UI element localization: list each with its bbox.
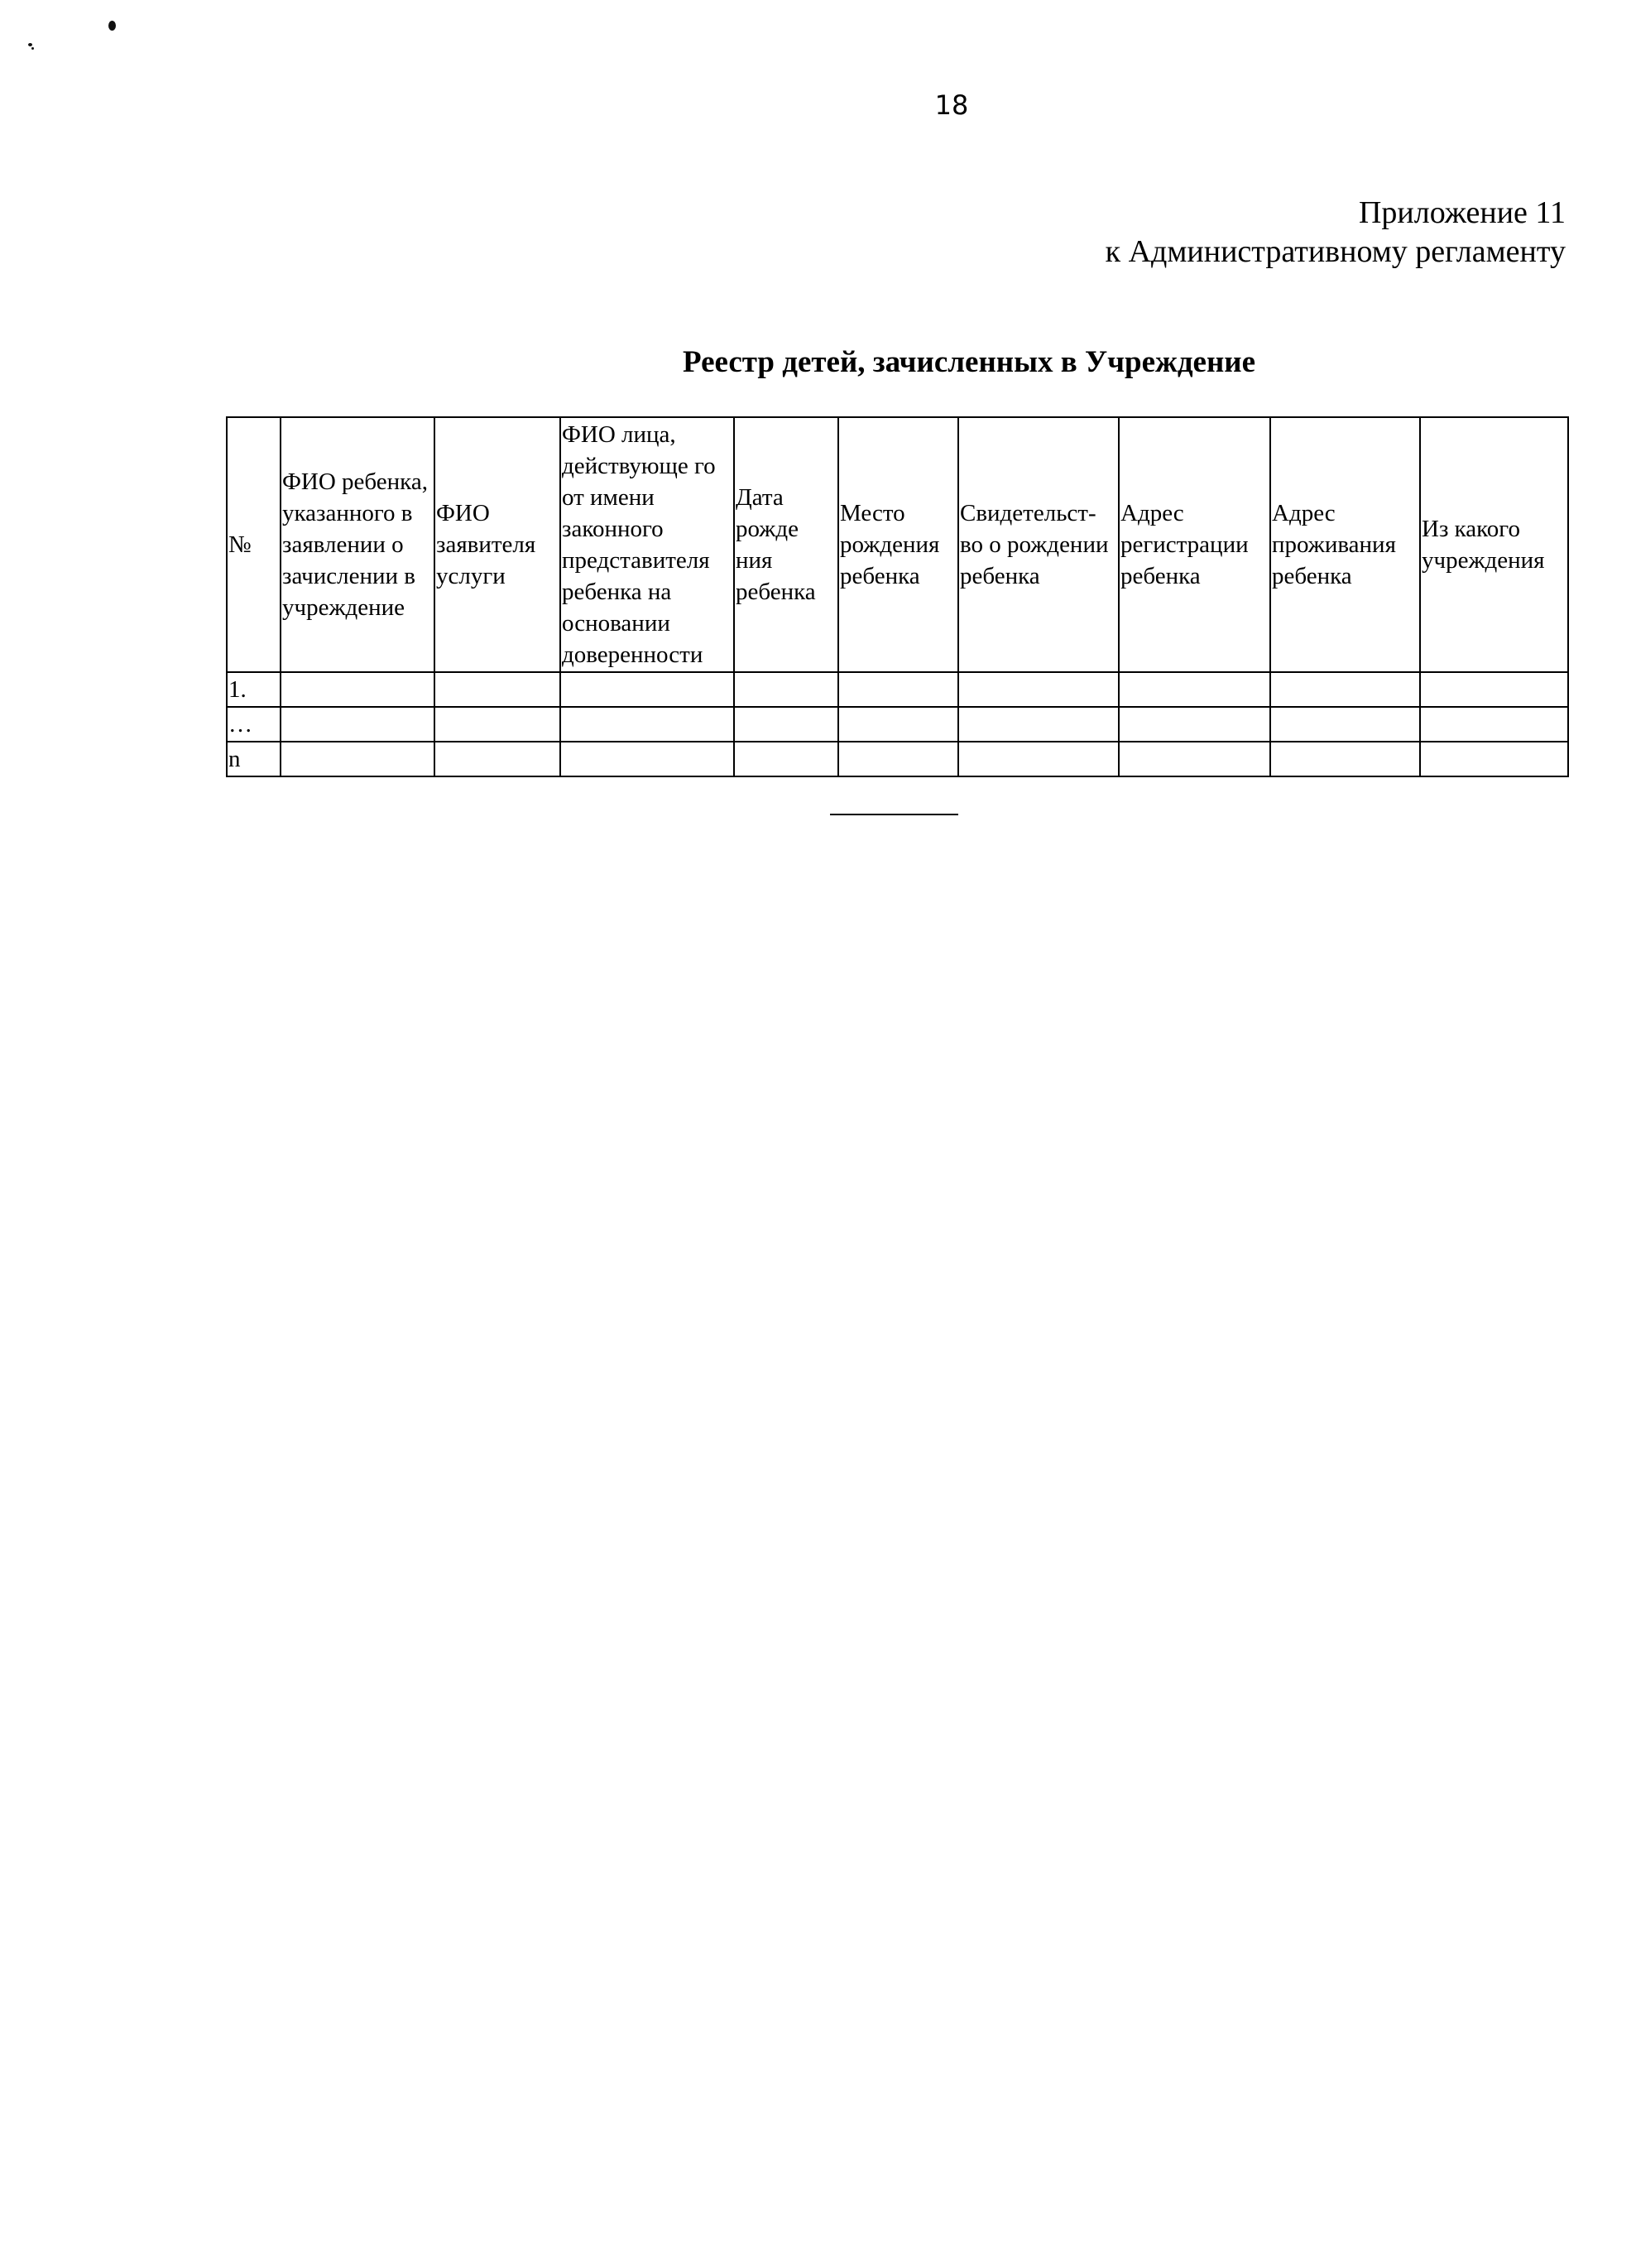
row-number-cell: …	[227, 707, 281, 742]
table-cell	[838, 742, 958, 776]
table-cell	[560, 707, 734, 742]
table-cell	[734, 742, 838, 776]
table-cell	[560, 672, 734, 707]
scan-speck	[31, 47, 34, 50]
table-cell	[1270, 707, 1420, 742]
table-row	[227, 672, 1568, 707]
table-cell	[281, 707, 434, 742]
table-cell	[734, 707, 838, 742]
header-birth-certificate: Свидетельст- во о рождении ребенка	[958, 417, 1119, 672]
header-birth-place: Место рождения ребенка	[838, 417, 958, 672]
table-cell	[1420, 707, 1568, 742]
page-number: 18	[934, 89, 969, 121]
registry-table	[226, 416, 1569, 777]
table-row	[227, 707, 1568, 742]
table-header-row	[227, 417, 1568, 672]
header-applicant-name: ФИО заявителя услуги	[434, 417, 560, 672]
table-cell	[1119, 742, 1270, 776]
table-cell	[1420, 742, 1568, 776]
header-number: №	[227, 417, 281, 672]
row-number-cell: 1.	[227, 672, 281, 707]
appendix-line-1: Приложение 11	[1358, 195, 1566, 230]
table-cell	[281, 742, 434, 776]
document-title: Реестр детей, зачисленных в Учреждение	[682, 345, 1256, 379]
end-divider	[830, 814, 958, 815]
table-cell	[1270, 742, 1420, 776]
scan-speck	[28, 43, 32, 46]
table-cell	[281, 672, 434, 707]
header-previous-institution: Из какого учреждения	[1420, 417, 1568, 672]
header-proxy-name: ФИО лица, действующе го от имени законного представителя ребенка на основании доверенности	[560, 417, 734, 672]
row-number-cell: n	[227, 742, 281, 776]
appendix-reference	[1106, 194, 1566, 271]
table-cell	[734, 672, 838, 707]
table-cell	[1270, 672, 1420, 707]
header-birth-date: Дата рожде ния ребенка	[734, 417, 838, 672]
scan-speck	[108, 21, 116, 31]
header-child-name: ФИО ребенка, указанного в заявлении о зачислении в учреждение	[281, 417, 434, 672]
table-cell	[958, 672, 1119, 707]
table-row	[227, 742, 1568, 776]
table-cell	[434, 707, 560, 742]
table-cell	[838, 707, 958, 742]
table-cell	[1119, 707, 1270, 742]
header-registration-address: Адрес регистрации ребенка	[1119, 417, 1270, 672]
table-cell	[958, 707, 1119, 742]
table-cell	[434, 742, 560, 776]
table-cell	[958, 742, 1119, 776]
table-cell	[434, 672, 560, 707]
table-cell	[1420, 672, 1568, 707]
table-cell	[1119, 672, 1270, 707]
appendix-line-2: к Административному регламенту	[1105, 234, 1566, 269]
table-cell	[838, 672, 958, 707]
header-residence-address: Адрес проживания ребенка	[1270, 417, 1420, 672]
table-cell	[560, 742, 734, 776]
